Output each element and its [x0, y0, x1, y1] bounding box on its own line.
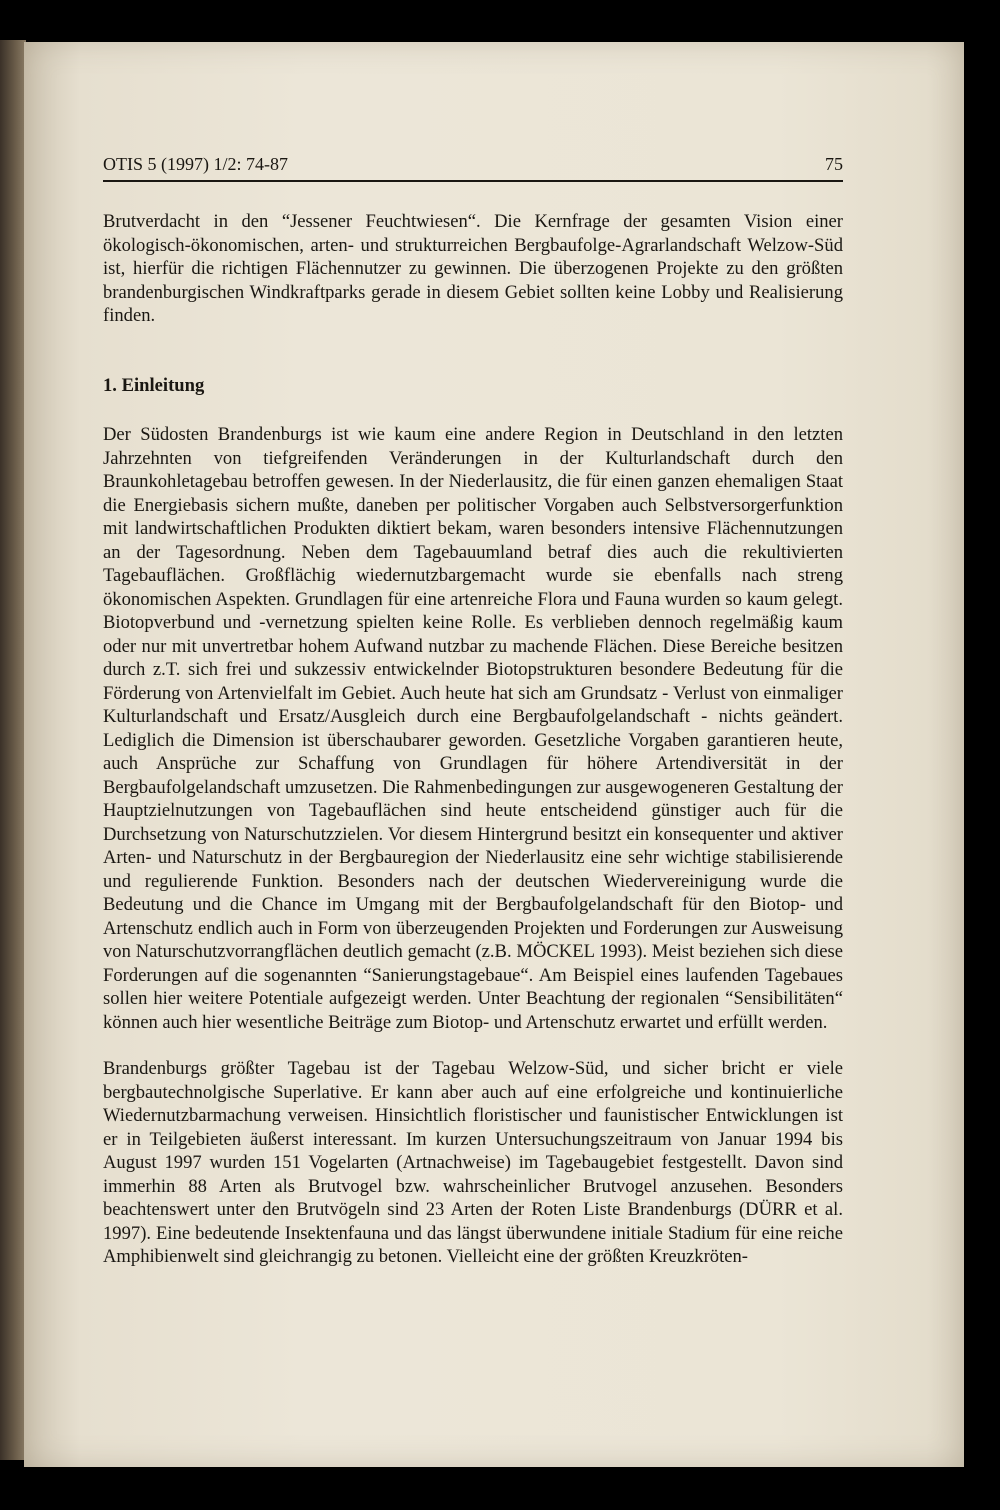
- page-content: [103, 150, 843, 1269]
- page-number: 75: [825, 154, 843, 174]
- journal-citation: OTIS 5 (1997) 1/2: 74-87: [103, 154, 288, 174]
- running-header: [103, 150, 843, 182]
- body-paragraph: Der Südosten Brandenburgs ist wie kaum eine andere Region in Deutschland in den letzten Jahrzehnten von tiefgreifenden Veränderungen in der Kulturlandschaft durch den Braunkohletagebau betroffen gewesen. In der Niederlausitz, die für einen ganzen ehemaligen Staat die Energiebasis sichern mußte, daneben per politischer Vorgaben auch Selbstversorgerfunktion mit landwirtschaftlichen Produkten diktiert bekam, waren besonders intensive Flächennutzungen an der Tagesordnung. Neben dem Tagebauumland betraf dies auch die rekultivierten Tagebauflächen. Großflächig wiedernutzbargemacht wurde sie ebenfalls nach streng ökonomischen Aspekten. Grundlagen für eine artenreiche Flora und Fauna wurden so kaum gelegt. Biotopverbund und -vernetzung spielten keine Rolle. Es verblieben dennoch regelmäßig kaum oder nur mit unvertretbar hohem Aufwand nutzbar zu machende Flächen. Diese Bereiche besitzen durch z.T. sich frei und sukzessiv entwickelnder Biotopstrukturen besondere Bedeutung für die Förderung von Artenvielfalt im Gebiet. Auch heute hat sich am Grundsatz - Verlust von einmaliger Kulturlandschaft und Ersatz/Ausgleich durch eine Bergbaufolgelandschaft - nichts geändert. Lediglich die Dimension ist überschaubarer geworden. Gesetzliche Vorgaben garantieren heute, auch Ansprüche zur Schaffung von Grundlagen für höhere Artendiversität in der Bergbaufolgelandschaft umzusetzen. Die Rahmenbedingungen zur ausgewogeneren Gestaltung der Hauptzielnutzungen von Tagebauflächen sind heute entscheidend günstiger auch für die Durchsetzung von Naturschutzzielen. Vor diesem Hintergrund besitzt ein konsequenter und aktiver Arten- und Naturschutz in der Bergbauregion der Niederlausitz eine sehr wichtige stabilisierende und regulierende Funktion. Besonders nach der deutschen Wiedervereinigung wurde die Bedeutung und die Chance im Umgang mit der Bergbaufolgelandschaft für den Biotop- und Artenschutz endlich auch in Form von überzeugenden Projekten und Forderungen zur Ausweisung von Naturschutzvorrangflächen deutlich gemacht (z.B. MÖCKEL 1993). Meist beziehen sich diese Forderungen auf die sogenannten “Sanierungstagebaue“. Am Beispiel eines laufenden Tagebaues sollen hier weitere Potentiale aufgezeigt werden. Unter Beachtung der regionalen “Sensibilitäten“ können auch hier wesentliche Beiträge zum Biotop- und Artenschutz erwartet und erfüllt werden.: [103, 424, 843, 1033]
- intro-paragraph: Brutverdacht in den “Jessener Feuchtwiesen“. Die Kernfrage der gesamten Vision einer ökologisch-ökonomischen, arten- und strukturreichen Bergbaufolge-Agrarlandschaft Welzow-Süd ist, hierfür die richtigen Flächennutzer zu gewinnen. Die überzogenen Projekte zu den größten brandenburgischen Windkraftparks gerade in diesem Gebiet sollten keine Lobby und Realisierung finden.: [103, 211, 843, 326]
- body-paragraph: Brandenburgs größter Tagebau ist der Tagebau Welzow-Süd, und sicher bricht er viele bergbautechnolgische Superlative. Er kann aber auch auf eine erfolgreiche und kontinuierliche Wiedernutzbarmachung verweisen. Hinsichtlich floristischer und faunistischer Entwicklungen ist er in Teilgebieten äußerst interessant. Im kurzen Untersuchungszeitraum von Januar 1994 bis August 1997 wurden 151 Vogelarten (Artnachweise) im Tagebaugebiet festgestellt. Davon sind immerhin 88 Arten als Brutvogel bzw. wahrscheinlicher Brutvogel anzusehen. Besonders beachtenswert unter den Brutvögeln sind 23 Arten der Roten Liste Brandenburgs (DÜRR et al. 1997). Eine bedeutende Insektenfauna und das längst überwundene initiale Stadium für eine reiche Amphibienwelt sind gleichrangig zu betonen. Vielleicht eine der größten Kreuzkröten-: [103, 1058, 843, 1267]
- book-binding-shadow: [0, 40, 26, 1460]
- section-heading: 1. Einleitung: [103, 374, 205, 396]
